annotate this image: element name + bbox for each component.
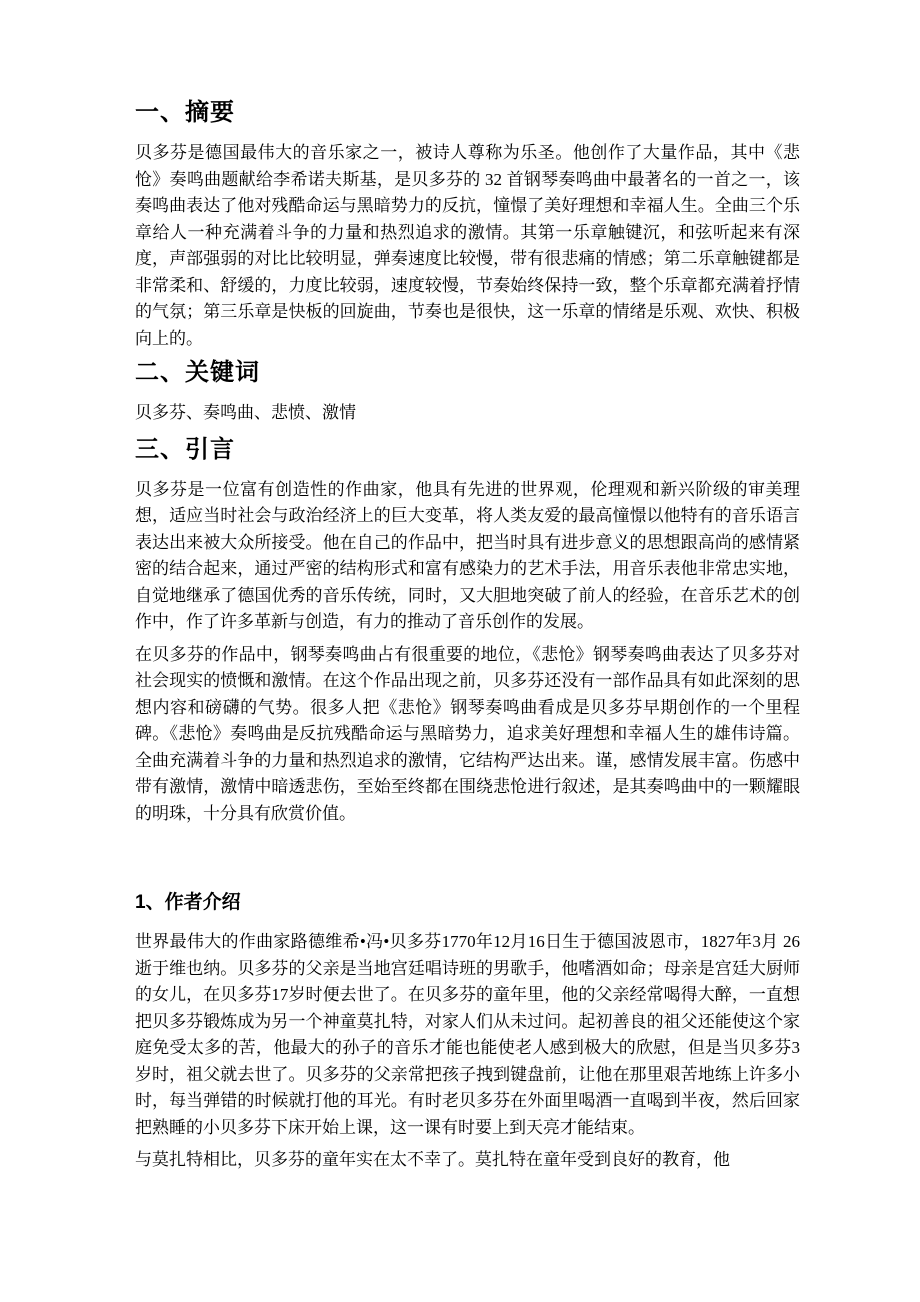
heading-keywords: 二、关键词: [135, 359, 260, 386]
author-introduction-paragraph-2: 与莫扎特相比，贝多芬的童年实在太不幸了。莫扎特在童年受到良好的教育，他: [135, 1150, 730, 1169]
heading-author-introduction: 1、作者介绍: [135, 892, 241, 913]
keywords-line: 贝多芬、奏鸣曲、悲愤、激情: [135, 403, 356, 422]
introduction-paragraph-1: 贝多芬是一位富有创造性的作曲家，他具有先进的世界观，伦理观和新兴阶级的审美理想，适应当时社会与政治经济上的巨大变革，将人类友爱的最高憧憬以他特有的音乐语言表达出来被大众所接受。他在自己的作品中，把当时具有进步意义的思想跟高尚的感情紧密的结合起来，通过严密的结构形式和富有感染力的艺术手法，用音乐表他非常忠实地，自觉地继承了德国优秀的音乐传统，同时，又大胆地突破了前人的经验，在音乐艺术的创作中，作了许多革新与创造，有力的推动了音乐创作的发展。: [135, 479, 800, 631]
author-introduction-paragraph-1: 世界最伟大的作曲家路德维希•冯•贝多芬1770年12月16日生于德国波恩市，1827年3月 26逝于维也纳。贝多芬的父亲是当地宫廷唱诗班的男歌手，他嗜酒如命；母亲是宫廷大厨师的女儿，在贝多芬17岁时便去世了。在贝多芬的童年里，他的父亲经常喝得大醉，一直想把贝多芬锻炼成为另一个神童莫扎特，对家人们从未过问。起初善良的祖父还能使这个家庭免受太多的苦，他最大的孙子的音乐才能也能使老人感到极大的欣慰，但是当贝多芬3岁时，祖父就去世了。贝多芬的父亲常把孩子拽到键盘前，让他在那里艰苦地练上许多小时，每当弹错的时候就打他的耳光。有时老贝多芬在外面里喝酒一直喝到半夜，然后回家把熟睡的小贝多芬下床开始上课，这一课有时要上到天亮才能结束。: [135, 932, 800, 1137]
heading-abstract: 一、摘要: [135, 99, 235, 126]
heading-introduction: 三、引言: [135, 435, 235, 463]
introduction-paragraph-2: 在贝多芬的作品中，钢琴奏鸣曲占有很重要的地位，《悲怆》钢琴奏鸣曲表达了贝多芬对社会现实的愤慨和激情。在这个作品出现之前，贝多芬还没有一部作品具有如此深刻的思想内容和磅礴的气势。很多人把《悲怆》钢琴奏鸣曲看成是贝多芬早期创作的一个里程碑。《悲怆》奏鸣曲是反抗残酷命运与黑暗势力，追求美好理想和幸福人生的雄伟诗篇。全曲充满着斗争的力量和热烈追求的激情，它结构严达出来。谨，感情发展丰富。伤感中带有激情，激情中暗透悲伤，至始至终都在围绕悲怆进行叙述，是其奏鸣曲中的一颗耀眼的明珠，十分具有欣赏价值。: [135, 644, 800, 823]
abstract-paragraph: 贝多芬是德国最伟大的音乐家之一，被诗人尊称为乐圣。他创作了大量作品，其中《悲怆》奏鸣曲题献给李希诺夫斯基，是贝多芬的 32 首钢琴奏鸣曲中最著名的一首之一，该奏鸣曲表达了他对残酷命运与黑暗势力的反抗，憧憬了美好理想和幸福人生。全曲三个乐章给人一种充满着斗争的力量和热烈追求的激情。其第一乐章触键沉，和弦听起来有深度，声部强弱的对比比较明显，弹奏速度比较慢，带有很悲痛的情感；第二乐章触键都是非常柔和、舒缓的，力度比较弱，速度较慢，节奏始终保持一致，整个乐章都充满着抒情的气氛；第三乐章是快板的回旋曲，节奏也是很快，这一乐章的情绪是乐观、欢快、积极向上的。: [135, 143, 800, 348]
